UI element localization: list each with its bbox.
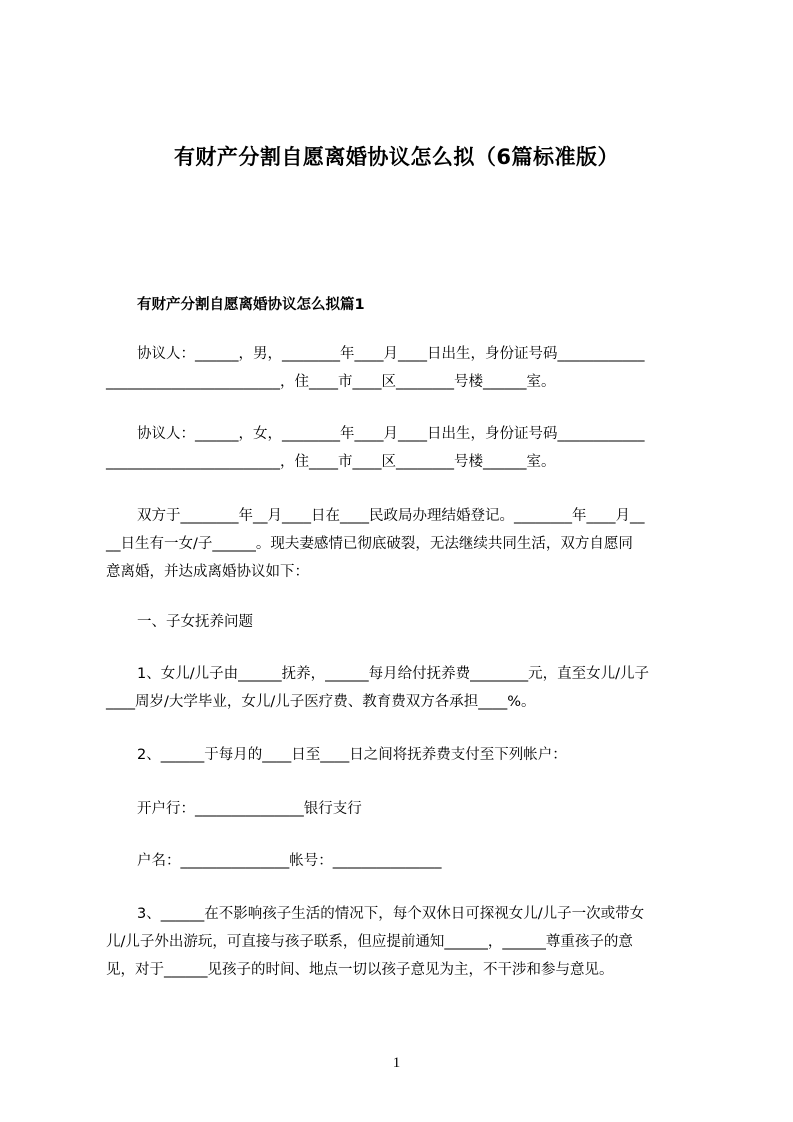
marriage-line-3: 意离婚，并达成离婚协议如下： — [106, 564, 309, 580]
custody-item-2: 2、______于每月的____日至____日之间将抚养费支付至下列帐户： — [137, 747, 567, 763]
section-heading: 有财产分割自愿离婚协议怎么拟篇1 — [137, 297, 365, 313]
account-line: 户名：_______________帐号：_______________ — [137, 853, 442, 869]
document-title: 有财产分割自愿离婚协议怎么拟（6篇标准版） — [173, 145, 620, 169]
party-female-line-1: 协议人：______，女，________年____月____日出生，身份证号码____________ — [137, 426, 645, 442]
custody-item-1-line-2: ____周岁/大学毕业，女儿/儿子医疗费、教育费双方各承担____%。 — [106, 694, 536, 710]
marriage-line-2: __日生有一女/子______。现夫妻感情已彻底破裂，无法继续共同生活，双方自愿同 — [106, 536, 633, 552]
custody-heading: 一、子女抚养问题 — [137, 614, 253, 630]
party-male-line-2: ________________________，住____市____区________号楼______室。 — [106, 374, 556, 390]
custody-item-3-line-1: 3、______在不影响孩子生活的情况下，每个双休日可探视女儿/儿子一次或带女 — [137, 906, 645, 922]
party-male-line-1: 协议人：______，男，________年____月____日出生，身份证号码____________ — [137, 346, 645, 362]
custody-item-1-line-1: 1、女儿/儿子由______抚养，______每月给付抚养费________元，直至女儿/儿子 — [137, 666, 649, 682]
party-female-line-2: ________________________，住____市____区________号楼______室。 — [106, 454, 556, 470]
page-number: 1 — [392, 1055, 401, 1071]
custody-item-3-line-3: 见，对于______见孩子的时间、地点一切以孩子意见为主，不干涉和参与意见。 — [106, 962, 614, 978]
bank-branch-line: 开户行：_______________银行支行 — [137, 801, 362, 817]
custody-item-3-line-2: 儿/儿子外出游玩，可直接与孩子联系，但应提前通知______，______尊重孩子的意 — [106, 934, 633, 950]
marriage-line-1: 双方于________年__月____日在____民政局办理结婚登记。________年____月__ — [137, 508, 645, 524]
